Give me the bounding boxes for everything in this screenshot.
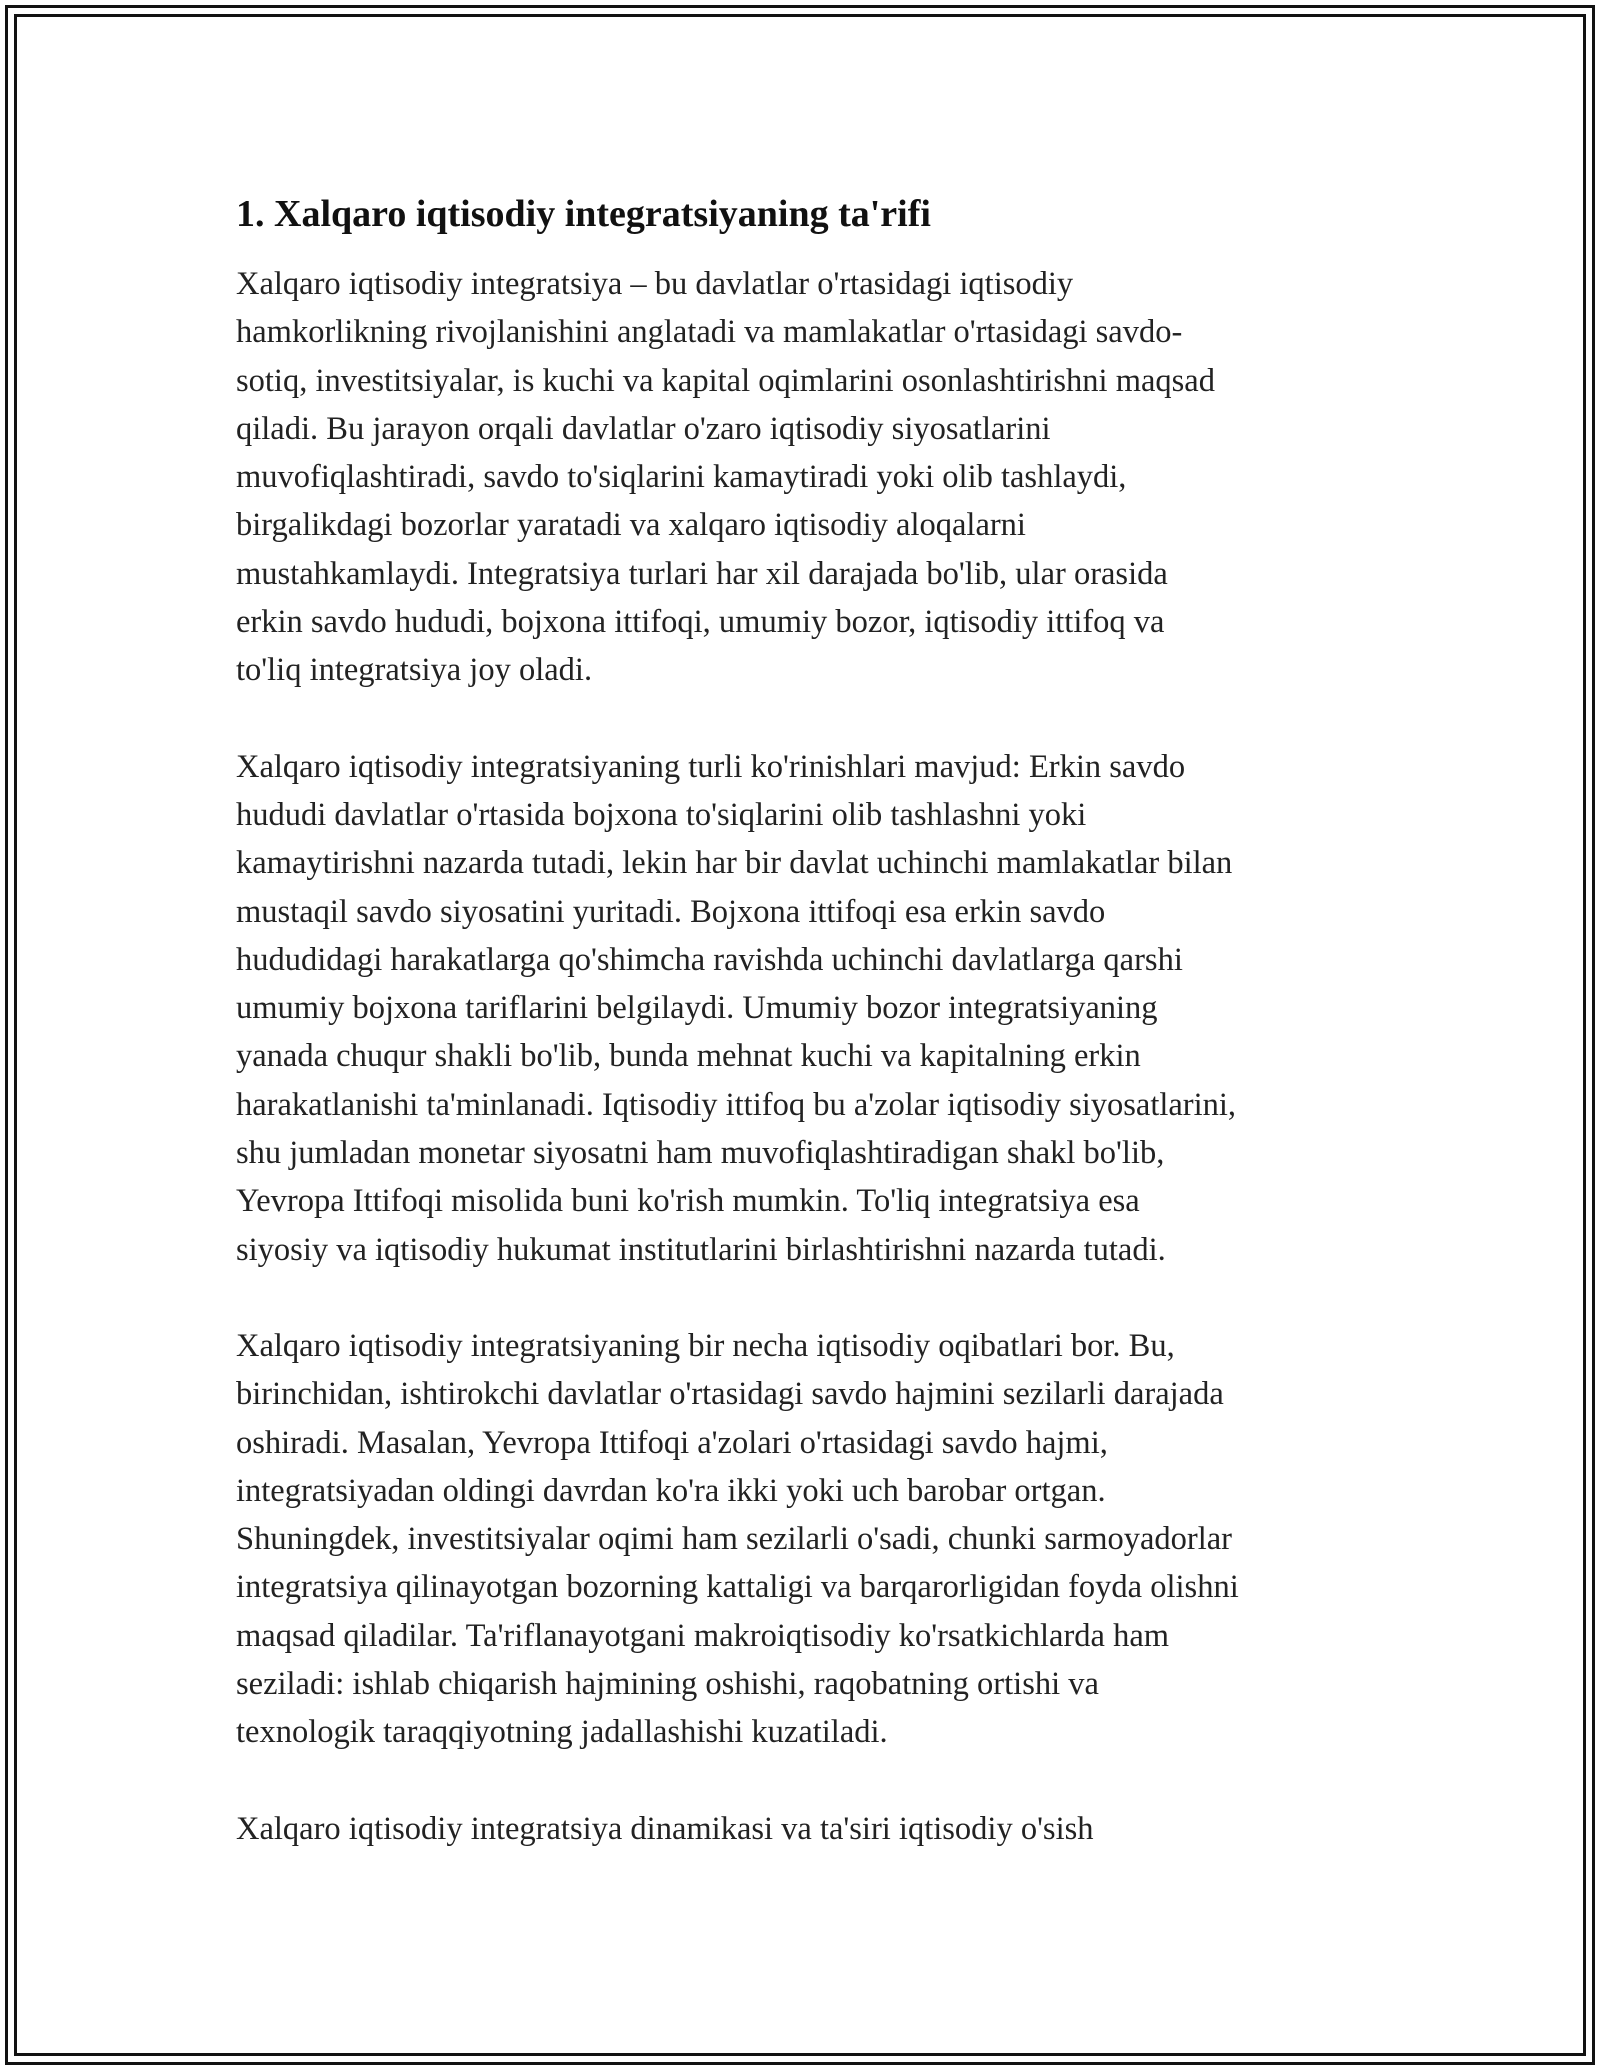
paragraph-dynamics: Xalqaro iqtisodiy integratsiya dinamikasi va ta'siri iqtisodiy o'sish — [236, 1810, 1094, 1847]
section-heading: 1. Xalqaro iqtisodiy integratsiyaning ta'rifi — [236, 193, 931, 235]
paragraph-consequences: Xalqaro iqtisodiy integratsiyaning bir necha iqtisodiy oqibatlari bor. Bu, birinchidan, ishtirokchi davlatlar o'rtasidagi savdo hajmini sezilarli darajada oshiradi. Masalan, Yevropa Ittifoqi a'zolari o'rtasidagi savdo hajmi, integratsiyadan oldingi davrdan ko'ra ikki yoki uch barobar ortgan. Shuningdek, investitsiyalar oqimi ham sezilarli o'sadi, chunki sarmoyadorlar integratsiya qilinayotgan bozorning kattaligi va barqarorligidan foyda olishni maqsad qiladilar. Ta'riflanayotgani makroiqtisodiy ko'rsatkichlarda ham seziladi: ishlab chiqarish hajmining oshishi, raqobatning ortishi va texnologik taraqqiyotning jadallashishi kuzatiladi. — [236, 1327, 1239, 1751]
document-body — [236, 186, 1396, 1901]
paragraph-definition: Xalqaro iqtisodiy integratsiya – bu davlatlar o'rtasidagi iqtisodiy hamkorlikning rivojlanishini anglatadi va mamlakatlar o'rtasidagi savdo- sotiq, investitsiyalar, is kuchi va kapital oqimlarini osonlashtirishni maqsad qiladi. Bu jarayon orqali davlatlar o'zaro iqtisodiy siyosatlarini muvofiqlashtiradi, savdo to'siqlarini kamaytiradi yoki olib tashlaydi, birgalikdagi bozorlar yaratadi va xalqaro iqtisodiy aloqalarni mustahkamlaydi. Integratsiya turlari har xil darajada bo'lib, ular orasida erkin savdo hududi, bojxona ittifoqi, umumiy bozor, iqtisodiy ittifoq va to'liq integratsiya joy oladi. — [236, 266, 1215, 689]
paragraph-forms: Xalqaro iqtisodiy integratsiyaning turli ko'rinishlari mavjud: Erkin savdo hududi davlatlar o'rtasida bojxona to'siqlarini olib tashlashni yoki kamaytirishni nazarda tutadi, lekin har bir davlat uchinchi mamlakatlar bilan mustaqil savdo siyosatini yuritadi. Bojxona ittifoqi esa erkin savdo hududidagi harakatlarga qo'shimcha ravishda uchinchi davlatlarga qarshi umumiy bojxona tariflarini belgilaydi. Umumiy bozor integratsiyaning yanada chuqur shakli bo'lib, bunda mehnat kuchi va kapitalning erkin harakatlanishi ta'minlanadi. Iqtisodiy ittifoq bu a'zolar iqtisodiy siyosatlarini, shu jumladan monetar siyosatni ham muvofiqlashtiradigan shakl bo'lib, Yevropa Ittifoqi misolida buni ko'rish mumkin. To'liq integratsiya esa siyosiy va iqtisodiy hukumat institutlarini birlashtirishni nazarda tutadi. — [236, 748, 1237, 1268]
